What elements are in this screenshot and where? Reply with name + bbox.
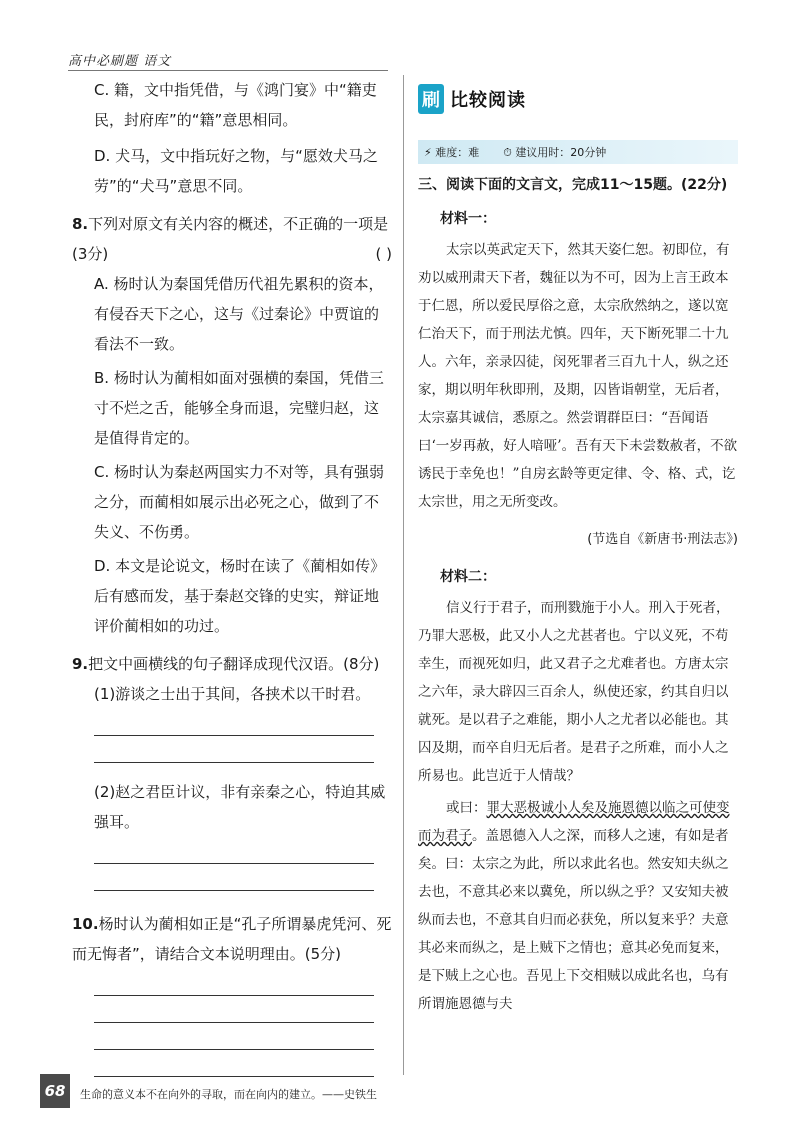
left-column bbox=[72, 75, 392, 1077]
page-number: 68 bbox=[40, 1074, 70, 1108]
question-9 bbox=[72, 649, 392, 679]
q9-stem: 把文中画横线的句子翻译成现代汉语。(8分) bbox=[88, 655, 380, 673]
material-1-text: 太宗以英武定天下，然其天姿仁恕。初即位，有劝以威刑肃天下者，魏征以为不可，因为上言王政本于仁恩，所以爱民厚俗之意，太宗欣然纳之，遂以宽仁治天下，而于刑法尤慎。四年，天下断死罪二十九人。六年，亲录囚徒，闵死罪者三百九十人，纵之还家，期以明年秋即刑，及期，囚皆诣朝堂，无后者，太宗嘉其诚信，悉原之。然尝谓群臣曰：“吾闻语曰‘一岁再赦，好人喑哑’。吾有天下未尝数赦者，不欲诱民于幸免也！”自房玄龄等更定律、令、格、式，讫太宗世，用之无所变改。 bbox=[418, 242, 738, 510]
difficulty-label: ⚡ 难度：难 bbox=[424, 146, 480, 159]
footer-quote: 生命的意义本不在向外的寻取，而在向内的建立。——史铁生 bbox=[80, 1088, 377, 1101]
q9-2-answer-line[interactable] bbox=[94, 890, 374, 891]
time-label: ⏱ 建议用时：20分钟 bbox=[503, 146, 607, 159]
q9-number: 9. bbox=[72, 655, 89, 673]
material-2-para-2 bbox=[418, 794, 738, 1018]
column-divider bbox=[403, 75, 404, 1075]
material-1-title: 材料一： bbox=[440, 211, 496, 227]
q8-answer-paren[interactable]: ( ) bbox=[375, 245, 392, 263]
para-prefix: 或曰： bbox=[446, 800, 487, 816]
q9-sub-2: (2)赵之君臣计议，非有亲秦之心，特迫其威强耳。 bbox=[94, 783, 386, 831]
option-c-prev: C. 籍，文中指凭借，与《鸿门宴》中“籍吏民，封府库”的“籍”意思相同。 bbox=[94, 81, 377, 129]
material-2-para-1: 信义行于君子，而刑戮施于小人。刑入于死者，乃罪大恶极，此又小人之尤甚者也。宁以义死，不苟幸生，而视死如归，此又君子之尤难者也。方唐太宗之六年，录大辟囚三百余人，纵使还家，约其自归以就死。是以君子之难能，期小人之尤者以必能也。其囚及期，而卒自归无后者。是君子之所难，而小人之所易也。此岂近于人情哉？ bbox=[418, 600, 730, 784]
q9-sub-1: (1)游谈之士出于其间，各挟术以干时君。 bbox=[94, 685, 371, 703]
option-d-prev: D. 犬马，文中指玩好之物，与“愿效犬马之劳”的“犬马”意思不同。 bbox=[94, 147, 378, 195]
q8-option-c[interactable]: C. 杨时认为秦赵两国实力不对等，具有强弱之分，而蔺相如展示出必死之心，做到了不失义、不伤勇。 bbox=[94, 463, 385, 541]
q9-1-answer-line[interactable] bbox=[94, 762, 374, 763]
question-8 bbox=[72, 209, 392, 239]
q8-score-row bbox=[72, 239, 392, 269]
para-rest: 。盖恩德入人之深，而移人之速，有如是者矣。曰：太宗之为此，所以求此名也。然安知夫纵之去也，不意其必来以冀免，所以纵之乎？又安知夫被纵而去也，不意其自归而必获免，所以复来乎？夫意其必来而纵之，是上贼下之情也；意其必免而复来，是下贼上之心也。吾见上下交相贼以成此名也，乌有所谓施恩德与夫 bbox=[418, 828, 729, 1012]
info-bar bbox=[418, 140, 738, 164]
q8-score: (3分) bbox=[72, 245, 109, 263]
q10-answer-line[interactable] bbox=[94, 995, 374, 996]
brush-logo-icon: 刷 bbox=[418, 84, 444, 114]
q10-stem: 杨时认为蔺相如正是“孔子所谓暴虎凭河、死而无悔者”，请结合文本说明理由。(5分) bbox=[72, 915, 392, 963]
q8-option-b[interactable]: B. 杨时认为蔺相如面对强横的秦国，凭借三寸不烂之舌，能够全身而退，完璧归赵，这是值得肯定的。 bbox=[94, 369, 384, 447]
running-header: 高中必刷题 语文 bbox=[68, 54, 172, 69]
q8-stem: 下列对原文有关内容的概述，不正确的一项是 bbox=[88, 215, 389, 233]
q8-number: 8. bbox=[72, 215, 89, 233]
wavy-underlined-sentence: 罪大恶极诚小人矣及施恩德以临之可使变而为君子 bbox=[418, 800, 730, 844]
q8-option-d[interactable]: D. 本文是论说文，杨时在读了《蔺相如传》后有感而发，基于秦赵交锋的史实，辩证地评价蔺相如的功过。 bbox=[94, 557, 386, 635]
material-2-title: 材料二： bbox=[440, 569, 496, 585]
q8-option-a[interactable]: A. 杨时认为秦国凭借历代祖先累积的资本，有侵吞天下之心，这与《过秦论》中贾谊的看法不一致。 bbox=[94, 275, 384, 353]
section-heading: 三、阅读下面的文言文，完成11～15题。(22分) bbox=[418, 177, 728, 193]
q10-answer-line[interactable] bbox=[94, 1022, 374, 1023]
q10-number: 10. bbox=[72, 915, 99, 933]
header-rule bbox=[68, 70, 388, 71]
page-footer bbox=[40, 1074, 760, 1114]
q9-2-answer-line[interactable] bbox=[94, 863, 374, 864]
section-title: 比较阅读 bbox=[450, 90, 526, 111]
question-10 bbox=[72, 909, 392, 969]
q10-answer-line[interactable] bbox=[94, 1049, 374, 1050]
q9-1-answer-line[interactable] bbox=[94, 735, 374, 736]
material-1-source: (节选自《新唐书·刑法志》) bbox=[587, 532, 738, 547]
right-column bbox=[418, 80, 738, 1022]
section-banner bbox=[418, 80, 738, 118]
